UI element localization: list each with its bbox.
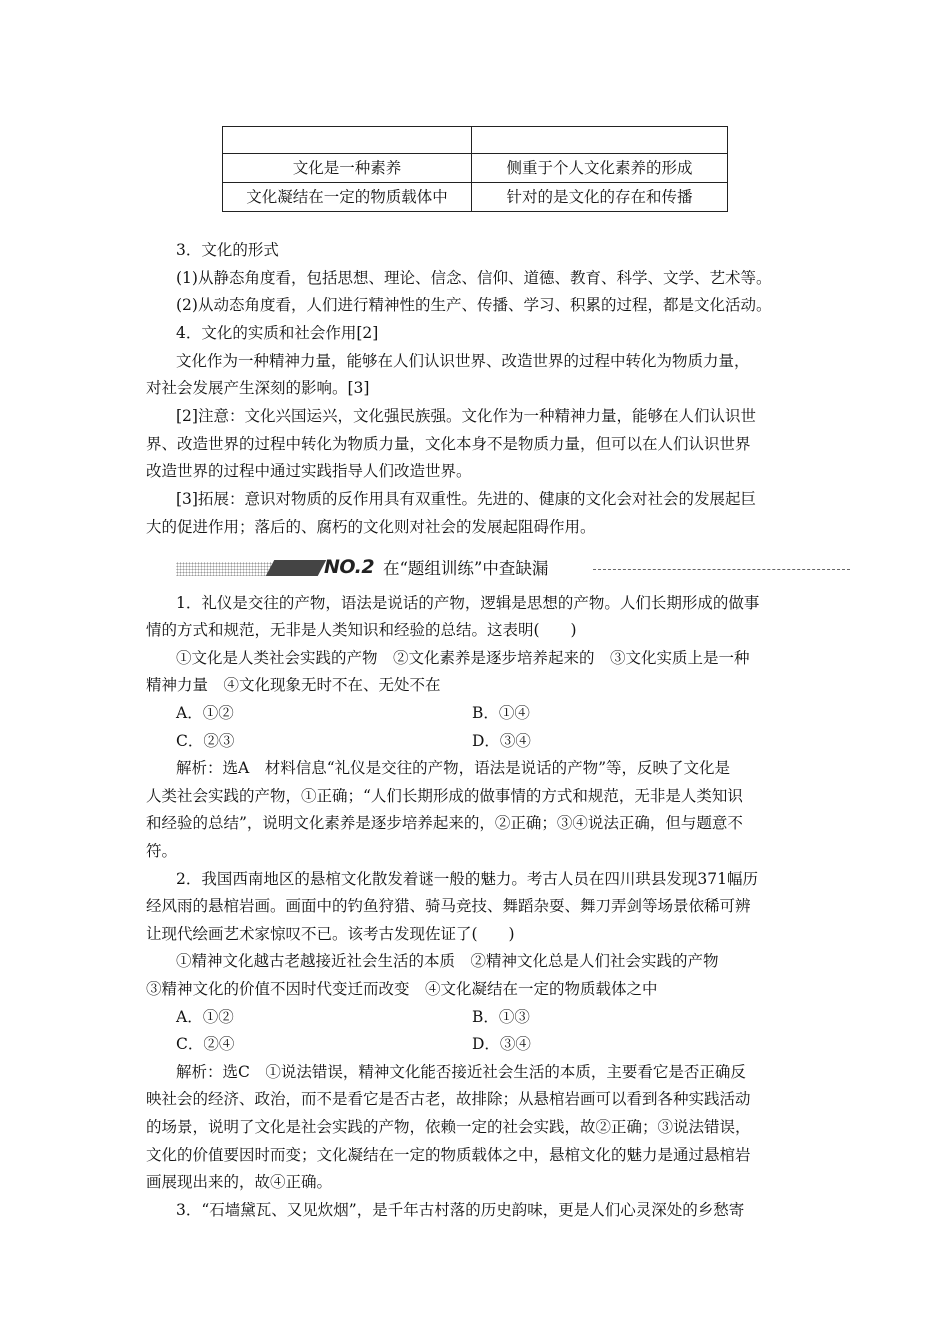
table-row bbox=[223, 127, 728, 154]
note-line: 大的促进作用；落后的、腐朽的文化则对社会的发展起阻碍作用。 bbox=[146, 518, 596, 536]
analysis-line: 解析：选C ①说法错误，精神文化能否接近社会生活的本质，主要看它是否正确反 bbox=[176, 1063, 746, 1081]
note-line: 改造世界的过程中通过实践指导人们改造世界。 bbox=[146, 462, 472, 480]
paragraph-line: (1)从静态角度看，包括思想、理论、信念、信仰、道德、教育、科学、文学、艺术等。 bbox=[176, 269, 772, 287]
note-line: [3]拓展：意识对物质的反作用具有双重性。先进的、健康的文化会对社会的发展起巨 bbox=[176, 490, 756, 508]
question-1-item: 精神力量 ④文化现象无时不在、无处不在 bbox=[146, 676, 441, 694]
table-cell: 侧重于个人文化素养的形成 bbox=[472, 154, 728, 183]
analysis-line: 和经验的总结”，说明文化素养是逐步培养起来的，②正确；③④说法正确，但与题意不 bbox=[146, 814, 743, 832]
table-cell bbox=[472, 127, 728, 154]
table-row bbox=[223, 154, 728, 183]
table-cell: 文化是一种素养 bbox=[223, 154, 472, 183]
analysis-line: 的场景，说明了文化是社会实践的产物，依赖一定的社会实践，故②正确；③说法错误， bbox=[146, 1118, 751, 1136]
note-line: [2]注意：文化兴国运兴，文化强民族强。文化作为一种精神力量，能够在人们认识世 bbox=[176, 407, 756, 425]
question-3-stem: 3．“石墙黛瓦、又见炊烟”，是千年古村落的历史韵味，更是人们心灵深处的乡愁寄 bbox=[176, 1201, 745, 1219]
option-b: B．①③ bbox=[472, 1008, 530, 1026]
table-cell: 针对的是文化的存在和传播 bbox=[472, 183, 728, 212]
question-2-stem: 经风雨的悬棺岩画。画面中的钓鱼狩猎、骑马竞技、舞蹈杂耍、舞刀弄剑等场景依稀可辨 bbox=[146, 897, 751, 915]
analysis-line: 映社会的经济、政治，而不是看它是否古老，故排除；从悬棺岩画可以看到各种实践活动 bbox=[146, 1090, 751, 1108]
analysis-line: 人类社会实践的产物，①正确；“人们长期形成的做事情的方式和规范，无非是人类知识 bbox=[146, 787, 743, 805]
dotted-pattern bbox=[176, 562, 272, 576]
analysis-line: 符。 bbox=[146, 842, 178, 860]
option-d: D．③④ bbox=[472, 1035, 531, 1053]
option-c: C．②④ bbox=[176, 1035, 235, 1053]
question-2-stem: 让现代绘画艺术家惊叹不已。该考古发现佐证了( ) bbox=[146, 925, 515, 943]
dashed-divider bbox=[593, 569, 850, 570]
note-line: 界、改造世界的过程中转化为物质力量，文化本身不是物质力量，但可以在人们认识世界 bbox=[146, 435, 751, 453]
paragraph-line: (2)从动态角度看，人们进行精神性的生产、传播、学习、积累的过程，都是文化活动。 bbox=[176, 296, 772, 314]
table-cell bbox=[223, 127, 472, 154]
comparison-table bbox=[222, 126, 728, 212]
paragraph-line: 对社会发展产生深刻的影响。[3] bbox=[146, 379, 370, 397]
analysis-line: 文化的价值要因时而变；文化凝结在一定的物质载体之中，悬棺文化的魅力是通过悬棺岩 bbox=[146, 1146, 751, 1164]
question-1-stem: 情的方式和规范，无非是人类知识和经验的总结。这表明( ) bbox=[146, 621, 577, 639]
table-cell: 文化凝结在一定的物质载体中 bbox=[223, 183, 472, 212]
option-d: D．③④ bbox=[472, 732, 531, 750]
slash-decoration bbox=[266, 560, 327, 576]
question-1-item: ①文化是人类社会实践的产物 ②文化素养是逐步培养起来的 ③文化实质上是一种 bbox=[176, 649, 750, 667]
question-2-item: ①精神文化越古老越接近社会生活的本质 ②精神文化总是人们社会实践的产物 bbox=[176, 952, 719, 970]
option-a: A．①② bbox=[176, 1008, 234, 1026]
option-a: A．①② bbox=[176, 704, 234, 722]
table-row bbox=[223, 183, 728, 212]
analysis-line: 解析：选A 材料信息“礼仪是交往的产物，语法是说话的产物”等，反映了文化是 bbox=[176, 759, 731, 777]
option-b: B．①④ bbox=[472, 704, 530, 722]
heading-culture-forms: 3．文化的形式 bbox=[176, 241, 279, 259]
question-2-item: ③精神文化的价值不因时代变迁而改变 ④文化凝结在一定的物质载体之中 bbox=[146, 980, 658, 998]
section-banner bbox=[176, 558, 850, 580]
section-badge: NO.2 bbox=[324, 556, 375, 578]
question-1-stem: 1．礼仪是交往的产物，语法是说话的产物，逻辑是思想的产物。人们长期形成的做事 bbox=[176, 594, 760, 612]
analysis-line: 画展现出来的，故④正确。 bbox=[146, 1173, 333, 1191]
heading-culture-essence: 4．文化的实质和社会作用[2] bbox=[176, 324, 379, 342]
paragraph-line: 文化作为一种精神力量，能够在人们认识世界、改造世界的过程中转化为物质力量， bbox=[176, 352, 750, 370]
question-2-stem: 2．我国西南地区的悬棺文化散发着谜一般的魅力。考古人员在四川珙县发现371幅历 bbox=[176, 870, 758, 888]
option-c: C．②③ bbox=[176, 732, 235, 750]
section-title: 在“题组训练”中查缺漏 bbox=[383, 559, 549, 578]
